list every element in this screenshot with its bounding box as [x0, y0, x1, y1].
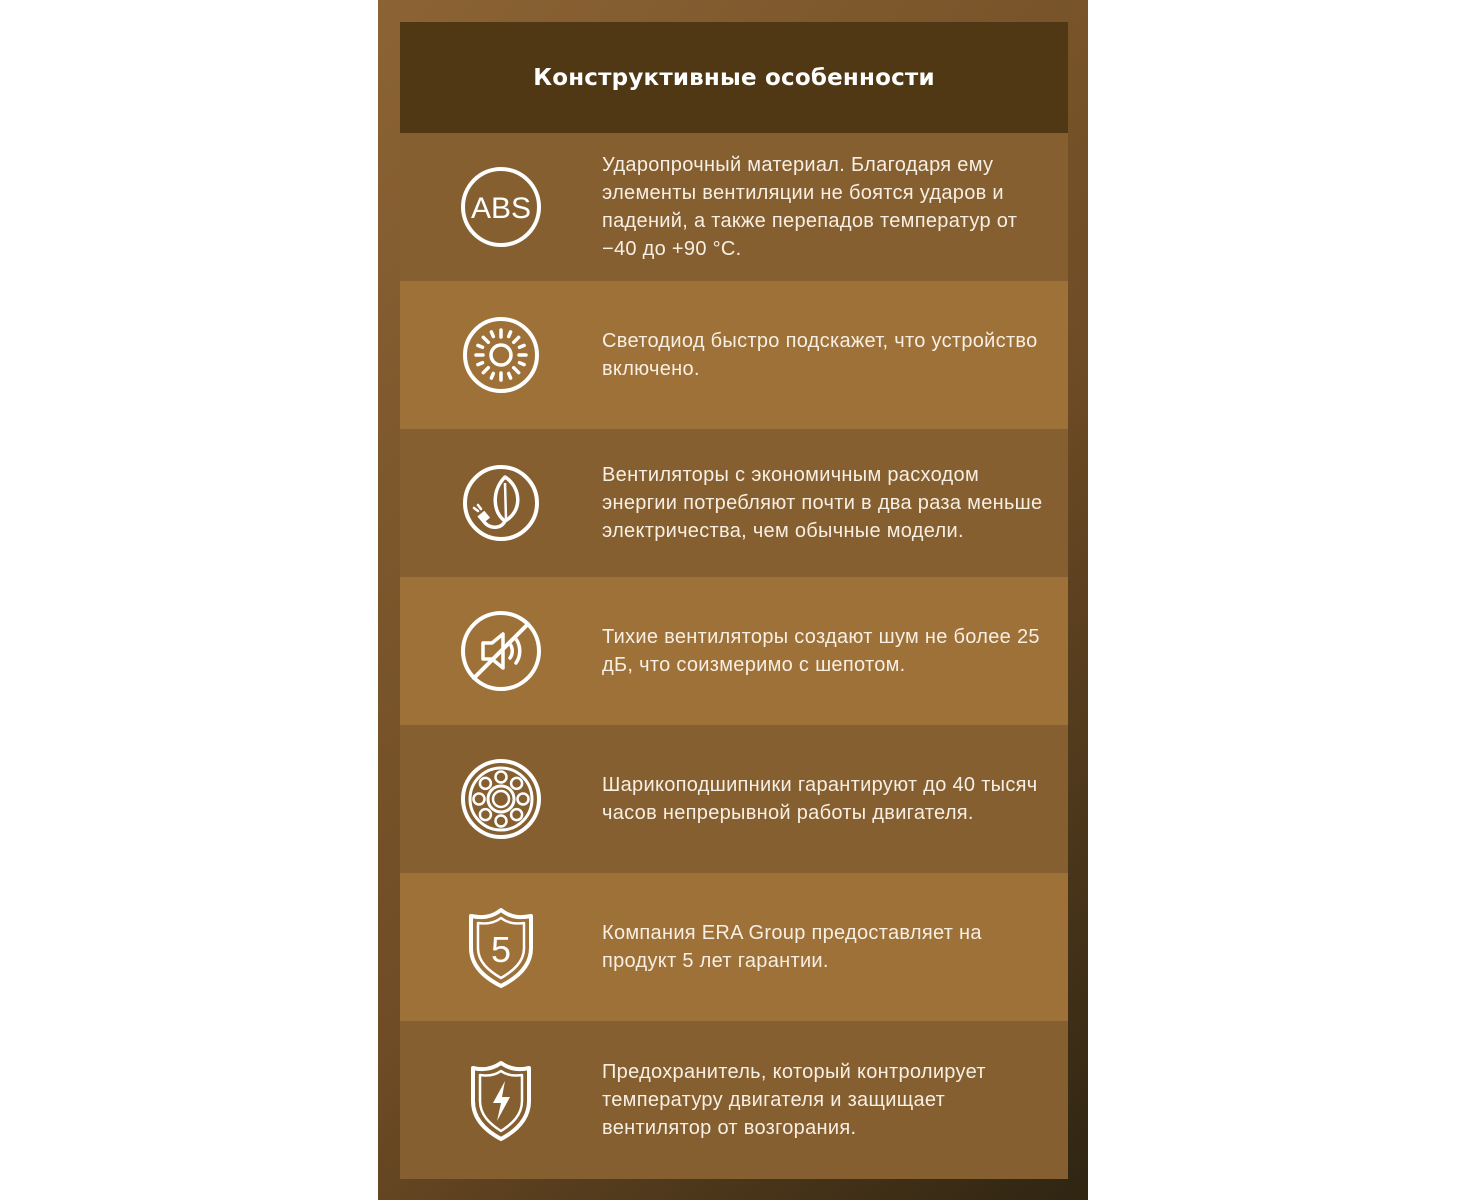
- panel-title: Конструктивные особенности: [533, 64, 935, 91]
- feature-row-warranty: [400, 873, 1068, 1021]
- abs-icon: [400, 165, 602, 249]
- ball-bearing-icon: [400, 757, 602, 841]
- feature-row-eco: [400, 429, 1068, 577]
- feature-text-led: Светодиод быстро подскажет, что устройство включено.: [602, 330, 1038, 380]
- feature-text-quiet: Тихие вентиляторы создают шум не более 25 дБ, что соизмеримо с шепотом.: [602, 626, 1040, 676]
- features-panel: [378, 0, 1088, 1200]
- feature-text-fuse: Предохранитель, который контролирует температуру двигателя и защищает вентилятор от возгорания.: [602, 1061, 986, 1139]
- feature-row-fuse: [400, 1021, 1068, 1179]
- feature-row-led: [400, 281, 1068, 429]
- feature-row-abs: [400, 133, 1068, 281]
- lightning-shield-icon: [400, 1057, 602, 1143]
- panel-header: [400, 22, 1068, 133]
- feature-text-bearing: Шарикоподшипники гарантируют до 40 тысяч часов непрерывной работы двигателя.: [602, 774, 1038, 824]
- feature-row-bearing: [400, 725, 1068, 873]
- mute-speaker-icon: [400, 609, 602, 693]
- warranty-shield-icon: [400, 904, 602, 990]
- feature-text-eco: Вентиляторы с экономичным расходом энергии потребляют почти в два раза меньше электричества, чем обычные модели.: [602, 464, 1043, 542]
- feature-row-quiet: [400, 577, 1068, 725]
- warranty-shield-number: 5: [490, 929, 512, 970]
- abs-icon-label: ABS: [470, 192, 532, 225]
- features-list: [400, 22, 1068, 1179]
- feature-text-warranty: Компания ERA Group предоставляет на продукт 5 лет гарантии.: [602, 922, 982, 972]
- led-sun-icon: [400, 315, 602, 395]
- eco-leaf-plug-icon: [400, 463, 602, 543]
- feature-text-abs: Ударопрочный материал. Благодаря ему элементы вентиляции не боятся ударов и падений, а также перепадов температур от −40 до +90 °C.: [602, 154, 1018, 260]
